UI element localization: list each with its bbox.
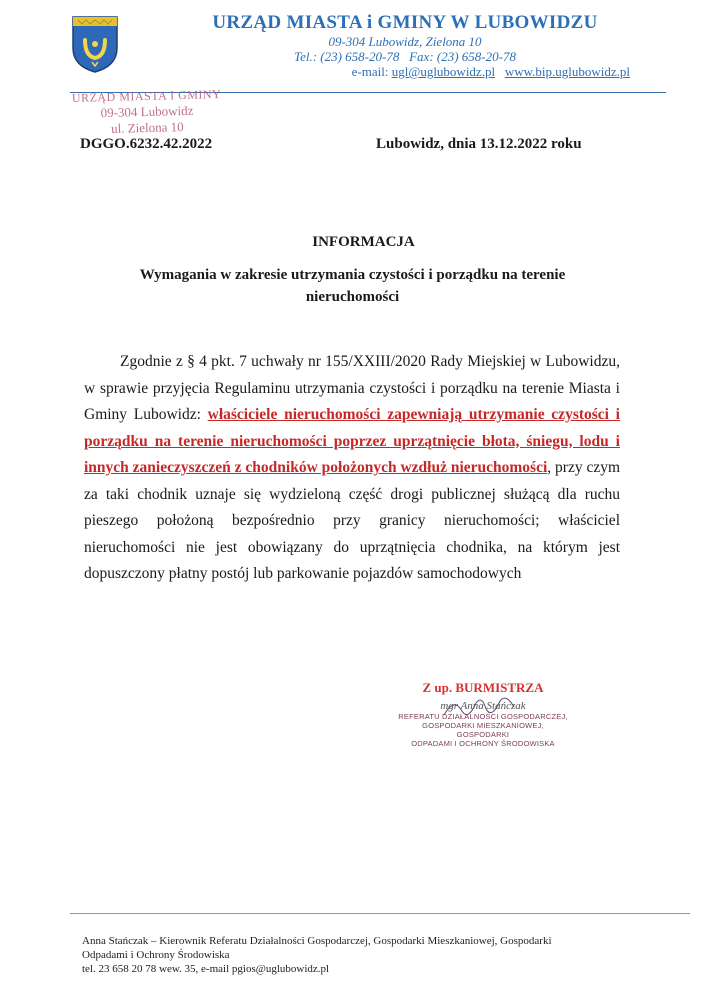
body-emphasis: właściciele nieruchomości zapewniają utrzymanie czystości i porządku na terenie nieruchomości poprzez uprzątnięcie błota, śniegu, lodu i innych zanieczyszczeń z chodników położonych wzdłuż nieruchomości xyxy=(84,406,620,476)
stamp-line-1: URZĄD MIASTA I GMINY xyxy=(71,87,222,105)
email-label: e-mail: xyxy=(351,64,389,79)
phone-number: Tel.: (23) 658-20-78 xyxy=(294,49,400,64)
document-title: INFORMACJA xyxy=(312,234,415,250)
footer-line-3: tel. 23 658 20 78 wew. 35, e-mail pgios@uglubowidz.pl xyxy=(82,963,330,975)
fax-number: Fax: (23) 658-20-78 xyxy=(409,49,516,64)
footer-line-1: Anna Stańczak – Kierownik Referatu Działalności Gospodarczej, Gospodarki Mieszkaniowej, Gospodarki xyxy=(82,935,552,947)
signature-dept-line-1: REFERATU DZIAŁALNOŚCI GOSPODARCZEJ, xyxy=(398,712,568,721)
signature-name: mgr Anna Stańczak xyxy=(440,700,526,712)
footer-line-2: Odpadami i Ochrony Środowiska xyxy=(82,949,230,961)
document-subtitle: Wymagania w zakresie utrzymania czystości i porządku na terenie nieruchomości xyxy=(139,267,566,305)
body-rest: , przy czym za taki chodnik uznaje się wydzieloną część drogi publicznej służącą dla ruchu pieszego położoną bezpośrednio przy granicy nieruchomości; właściciel nieruchomości nie jest obowiązany do uprzątnięcia chodnika, na którym jest dopuszczony płatny postój lub parkowanie pojazdów samochodowych xyxy=(84,459,621,582)
coat-of-arms-icon xyxy=(70,14,120,74)
email-link[interactable]: ugl@uglubowidz.pl xyxy=(391,64,496,79)
stamp-line-3: ul. Zielona 10 xyxy=(110,119,184,136)
signature-dept-line-3: ODPADAMI I OCHRONY ŚRODOWISKA xyxy=(411,739,555,748)
footer-divider xyxy=(70,913,690,914)
signature-authority: Z up. BURMISTRZA xyxy=(422,680,544,695)
stamp-line-2: 09-304 Lubowidz xyxy=(100,102,194,121)
body-paragraph xyxy=(84,349,620,588)
office-address: 09-304 Lubowidz, Zielona 10 xyxy=(328,34,482,49)
website-link[interactable]: www.bip.uglubowidz.pl xyxy=(504,64,630,79)
office-stamp xyxy=(71,86,222,138)
contact-phones xyxy=(140,49,670,64)
office-name: URZĄD MIASTA i GMINY W LUBOWIDZU xyxy=(212,12,598,33)
contact-web xyxy=(140,64,670,79)
reference-number: DGGO.6232.42.2022 xyxy=(80,136,213,152)
footer xyxy=(82,934,642,976)
body-intro: Zgodnie z § 4 pkt. 7 uchwały nr 155/XXIII/2020 Rady Miejskiej w Lubowidzu, w sprawie przyjęcia Regulaminu utrzymania czystości i porządku na terenie Miasta i Gminy Lubowidz: xyxy=(84,353,620,423)
signature-dept-line-2: GOSPODARKI MIESZKANIOWEJ, GOSPODARKI xyxy=(422,721,544,739)
signature-block xyxy=(398,680,568,748)
date-line: Lubowidz, dnia 13.12.2022 roku xyxy=(376,136,582,152)
letterhead xyxy=(140,12,670,79)
